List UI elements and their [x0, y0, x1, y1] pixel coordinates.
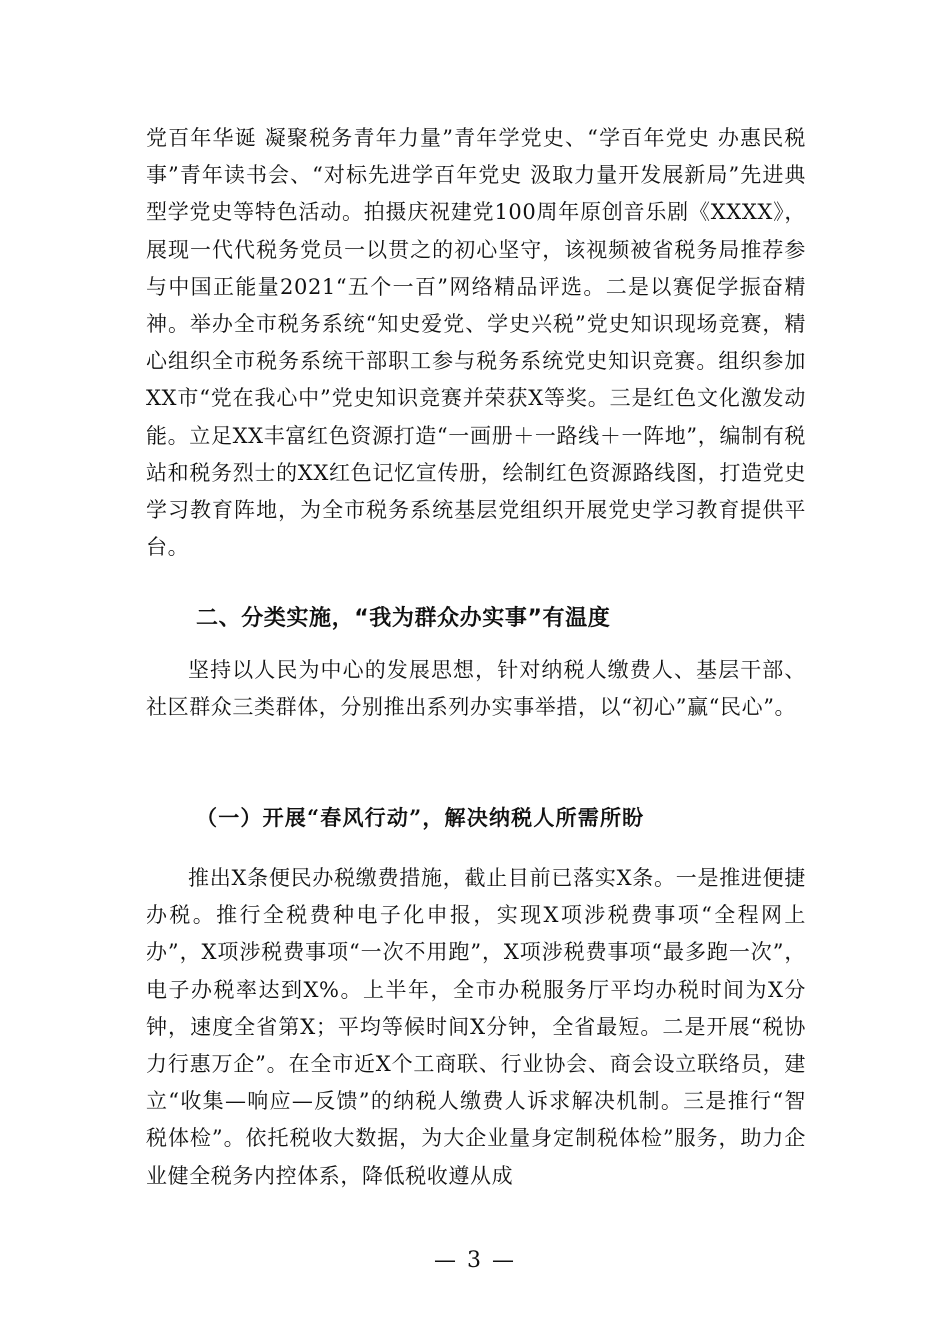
subsection-heading-1: （一）开展“春风行动”，解决纳税人所需所盼 [196, 805, 645, 830]
section-heading-2: 二、分类实施，“我为群众办实事”有温度 [196, 606, 611, 631]
page-number: — 3 — [434, 1248, 516, 1273]
body-paragraph-3: 推出X条便民办税缴费措施，截止目前已落实X条。一是推进便捷办税。推行全税费种电子化申报，实现X项涉税费事项“全程网上办”，X项涉税费事项“一次不用跑”，X项涉税费事项“最多跑一次”，电子办税率达到X%。上半年，全市办税服务厅平均办税时间为X分钟，速度全省第X；平均等候时间X分钟，全省最短。二是开展“税协力行惠万企”。在全市近X个工商联、行业协会、商会设立联络员，建立“收集—响应—反馈”的纳税人缴费人诉求解决机制。三是推行“智税体检”。依托税收大数据，为大企业量身定制税体检”服务，助力企业健全税务内控体系，降低税收遵从成 [146, 866, 806, 1188]
body-paragraph-1: 党百年华诞 凝聚税务青年力量”青年学党史、“学百年党史 办惠民税事”青年读书会、“对标先进学百年党史 汲取力量开发展新局”先进典型学党史等特色活动。拍摄庆祝建党100周年原创音乐剧《XXXX》，展现一代代税务党员一以贯之的初心坚守，该视频被省税务局推荐参与中国正能量2021“五个一百”网络精品评选。二是以赛促学振奋精神。举办全市税务系统“知史爱党、学史兴税”党史知识现场竞赛，精心组织全市税务系统干部职工参与税务系统党史知识竞赛。组织参加XX市“党在我心中”党史知识竞赛并荣获X等奖。三是红色文化激发动能。立足XX丰富红色资源打造“一画册＋一路线＋一阵地”，编制有税站和税务烈士的XX红色记忆宣传册，绘制红色资源路线图，打造党史学习教育阵地，为全市税务系统基层党组织开展党史学习教育提供平台。 [146, 126, 806, 560]
body-paragraph-2: 坚持以人民为中心的发展思想，针对纳税人缴费人、基层干部、社区群众三类群体，分别推出系列办实事举措，以“初心”赢“民心”。 [146, 658, 806, 720]
